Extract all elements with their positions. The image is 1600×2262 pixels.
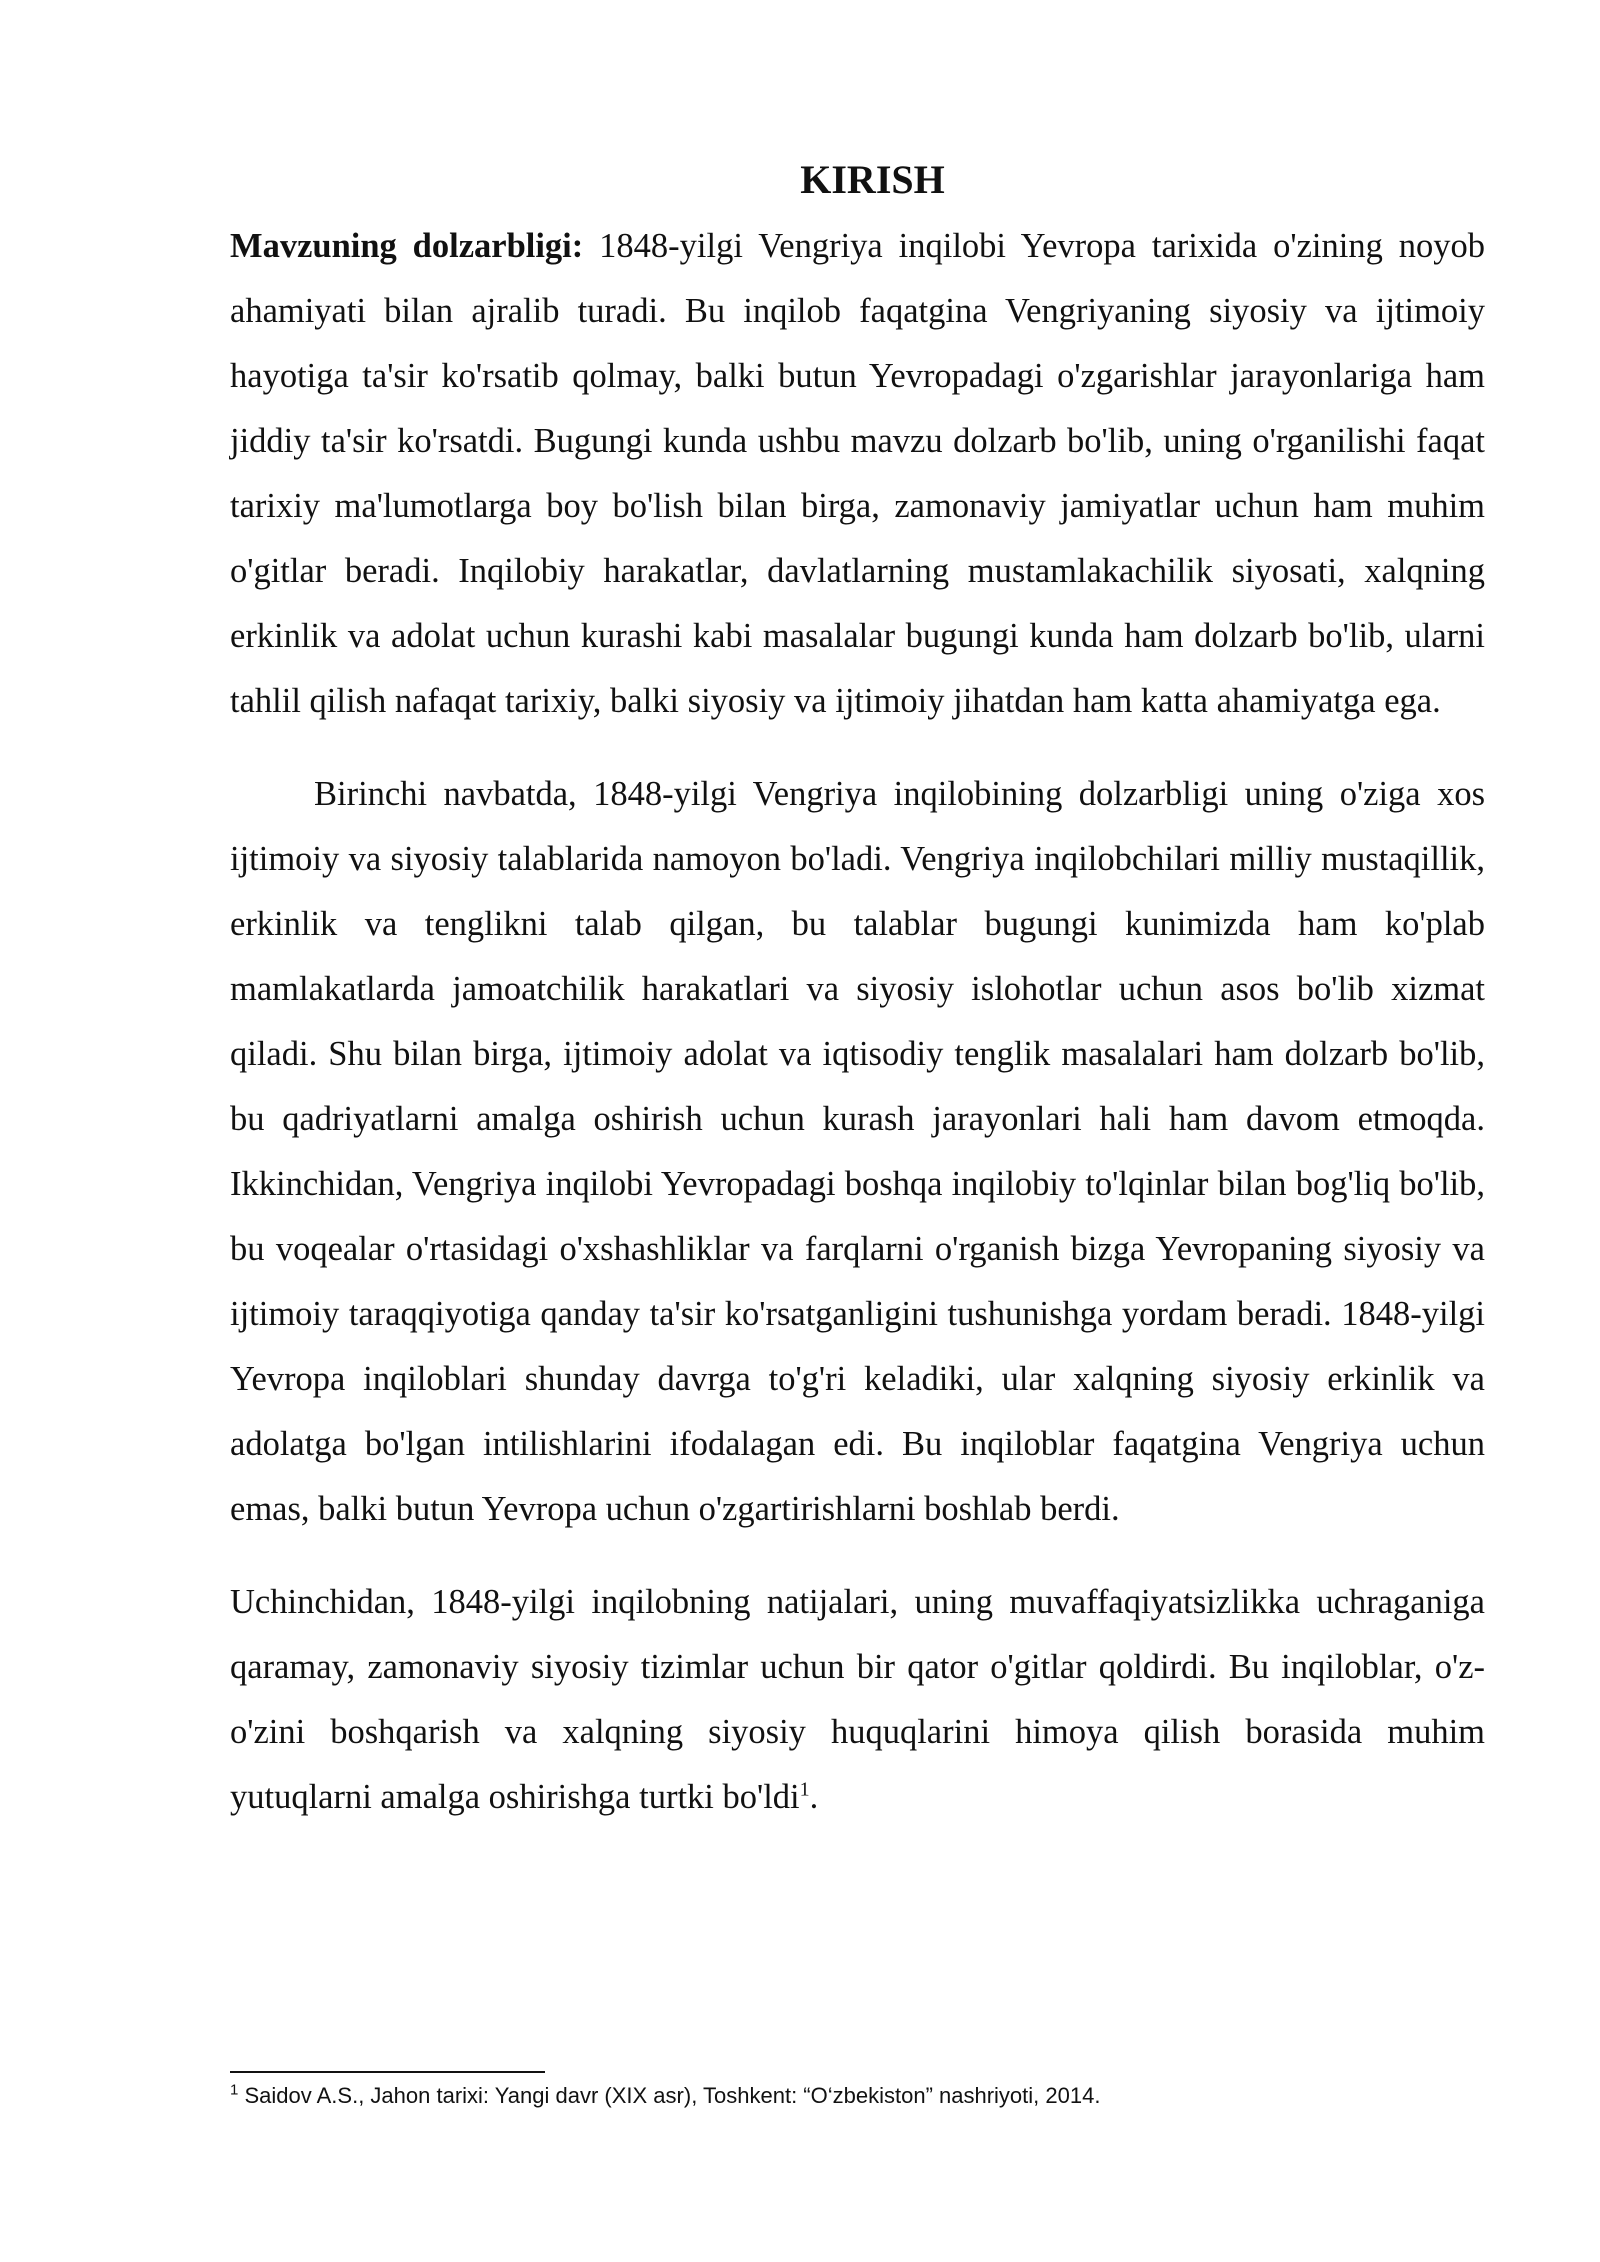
footnote-text: Saidov A.S., Jahon tarixi: Yangi davr (XIX asr), Toshkent: “O‘zbekiston” nashriyoti, 2014. xyxy=(238,2083,1101,2108)
footnote-number: 1 xyxy=(230,2081,239,2099)
page-title: KIRISH xyxy=(800,157,945,202)
document-body xyxy=(230,150,1485,1830)
footnote-separator xyxy=(230,2071,545,2073)
footnote xyxy=(230,2081,1485,2111)
paragraph-text: 1848-yilgi Vengriya inqilobi Yevropa tarixida o'zining noyob ahamiyati bilan ajralib turadi. Bu inqilob faqatgina Vengriyaning siyosiy va ijtimoiy hayotiga ta'sir ko'rsatib qolmay, balki butun Yevropadagi o'zgarishlar jarayonlariga ham jiddiy ta'sir ko'rsatdi. Bugungi kunda ushbu mavzu dolzarb bo'lib, uning o'rganilishi faqat tarixiy ma'lumotlarga boy bo'lish bilan birga, zamonaviy jamiyatlar uchun ham muhim o'gitlar beradi. Inqilobiy harakatlar, davlatlarning mustamlakachilik siyosati, xalqning erkinlik va adolat uchun kurashi kabi masalalar bugungi kunda ham dolzarb bo'lib, ularni tahlil qilish nafaqat tarixiy, balki siyosiy va ijtimoiy jihatdan ham katta ahamiyatga ega. xyxy=(230,227,1485,720)
paragraph-lead: Mavzuning dolzarbligi: xyxy=(230,227,584,265)
paragraph-text: Birinchi navbatda, 1848-yilgi Vengriya inqilobining dolzarbligi uning o'ziga xos ijtimoiy va siyosiy talablarida namoyon bo'ladi. Vengriya inqilobchilari milliy mustaqillik, erkinlik va tenglikni talab qilgan, bu talablar bugungi kunimizda ham ko'plab mamlakatlarda jamoatchilik harakatlari va siyosiy islohotlar uchun asos bo'lib xizmat qiladi. Shu bilan birga, ijtimoiy adolat va iqtisodiy tenglik masalalari ham dolzarb bo'lib, bu qadriyatlarni amalga oshirish uchun kurash jarayonlari hali ham davom etmoqda. Ikkinchidan, Vengriya inqilobi Yevropadagi boshqa inqilobiy to'lqinlar bilan bog'liq bo'lib, bu voqealar o'rtasidagi o'xshashliklar va farqlarni o'rganish bizga Yevropaning siyosiy va ijtimoiy taraqqiyotiga qanday ta'sir ko'rsatganligini tushunishga yordam beradi. 1848-yilgi Yevropa inqiloblari shunday davrga to'g'ri keladiki, ular xalqning siyosiy erkinlik va adolatga bo'lgan intilishlarini ifodalagan edi. Bu inqiloblar faqatgina Vengriya uchun emas, balki butun Yevropa uchun o'zgartirishlarni boshlab berdi. xyxy=(230,775,1485,1528)
paragraph-relevance xyxy=(230,214,1485,734)
footnote-reference[interactable]: 1 xyxy=(799,1778,810,1801)
paragraph-third xyxy=(230,1570,1485,1830)
paragraph-tail: . xyxy=(809,1778,819,1816)
paragraph-first xyxy=(230,762,1485,1542)
paragraph-text: Uchinchidan, 1848-yilgi inqilobning natijalari, uning muvaffaqiyatsizlikka uchraganiga qaramay, zamonaviy siyosiy tizimlar uchun bir qator o'gitlar qoldirdi. Bu inqiloblar, o'z-o'zini boshqarish va xalqning siyosiy huquqlarini himoya qilish borasida muhim yutuqlarni amalga oshirishga turtki bo'ldi xyxy=(230,1583,1485,1816)
